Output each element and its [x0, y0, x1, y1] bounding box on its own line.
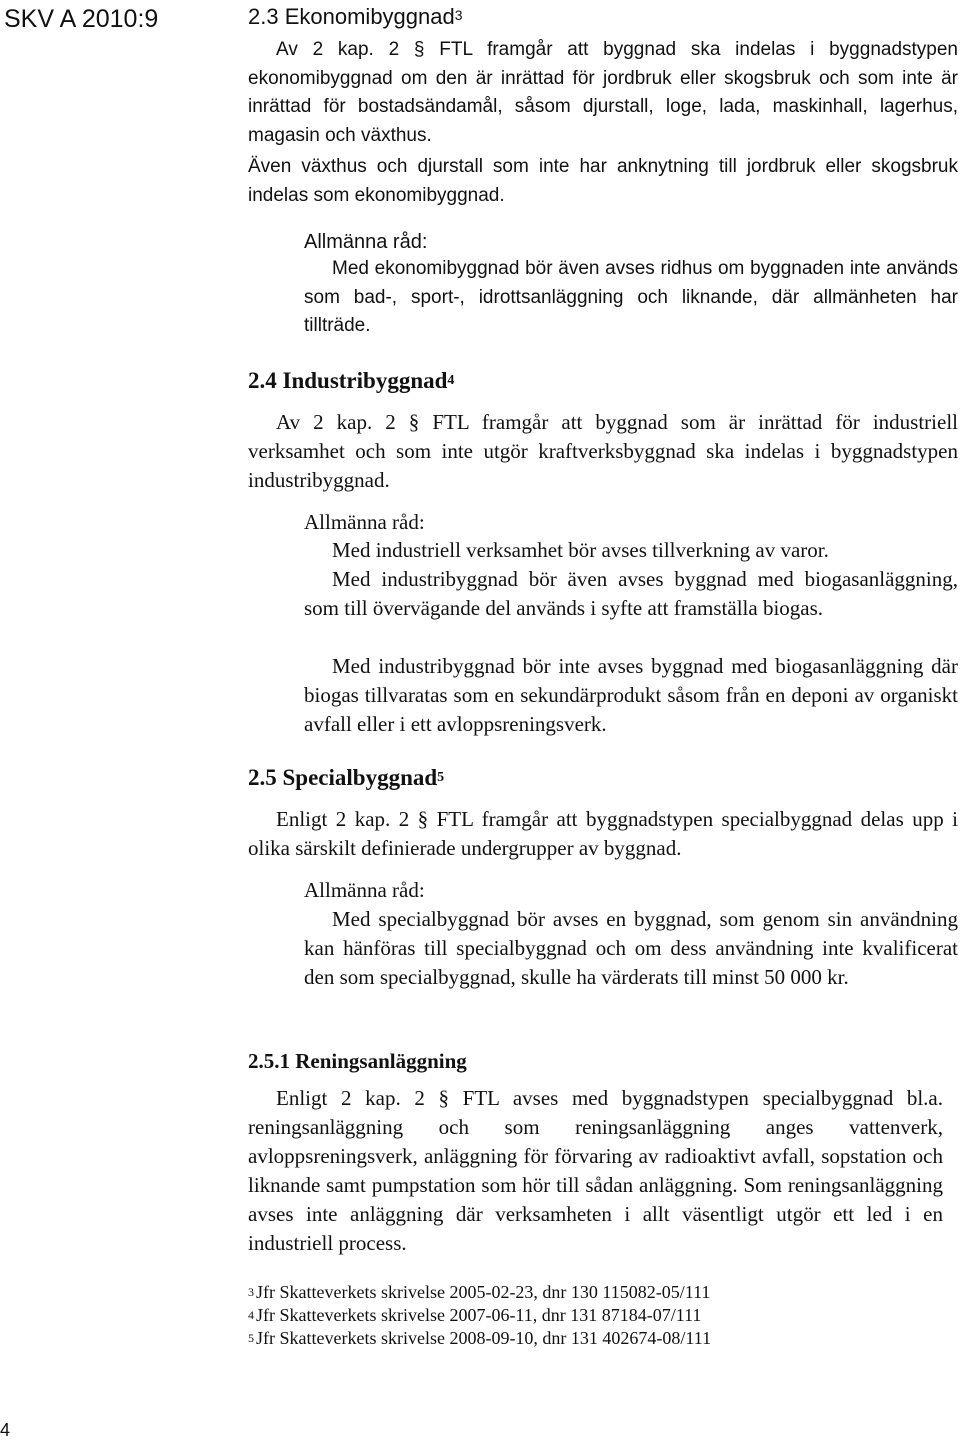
heading-number: 2.4 [248, 368, 277, 393]
footnote-ref-4: 4 [447, 373, 455, 388]
heading-2-5 [248, 765, 444, 795]
heading-number: 2.3 [248, 4, 279, 29]
heading-2-5-1 [248, 1048, 467, 1074]
general-advice-label: Allmänna råd: [304, 231, 428, 253]
heading-number: 2.5 [248, 765, 277, 790]
general-advice-text: Med specialbyggnad bör avses en byggnad, som genom sin användning kan hänföras till specialbyggnad och om dess användning inte kvalificerat den som specialbyggnad, skulle ha värderats till minst 50 000 kr. [304, 907, 958, 989]
paragraph: Enligt 2 kap. 2 § FTL avses med byggnadstypen specialbyggnad bl.a. reningsanläggning och som reningsanläggning anges vattenverk, avloppsreningsverk, anläggning för förvaring av radioaktivt avfall, sopstation och liknande samt pumpstation som hör till sådan anläggning. Som reningsanläggning avses inte anläggning där verksamheten i allt väsentligt utgör ett led i en industriell process. [248, 1086, 943, 1255]
heading-2-3 [248, 4, 463, 32]
footnote: $^5$ Jfr Skatteverkets skrivelse 2008-09-10, dnr 131 402674-08/111 [248, 1328, 712, 1348]
heading-title: Specialbyggnad [282, 765, 438, 790]
heading-title: Industribyggnad [282, 368, 448, 393]
general-advice-label: Allmänna råd: [304, 510, 425, 534]
paragraph: Av 2 kap. 2 § FTL framgår att byggnad ska indelas i byggnadstypen ekonomibyggnad om den är inrättad för jordbruk eller skogsbruk och som inte är inrättad för bostadsändamål, såsom djurstall, loge, lada, maskinhall, lagerhus, magasin och växthus. [248, 39, 958, 146]
document-code: SKV A 2010:9 [4, 5, 159, 33]
paragraph: Enligt 2 kap. 2 § FTL framgår att byggnadstypen specialbyggnad delas upp i olika särskilt definierade undergrupper av byggnad. [248, 807, 958, 860]
general-advice-text: Med ekonomibyggnad bör även avses ridhus om byggnaden inte används som bad-, sport-, idrottsanläggning och liknande, där allmänheten har tillträde. [304, 258, 958, 337]
paragraph: Även växthus och djurstall som inte har anknytning till jordbruk eller skogsbruk indelas som ekonomibyggnad. [248, 156, 958, 206]
paragraph: Av 2 kap. 2 § FTL framgår att byggnad som är inrättad för industriell verksamhet och som inte utgör kraftverksbyggnad ska indelas i byggnadstypen industribyggnad. [248, 410, 958, 492]
general-advice-text: Med industribyggnad bör även avses byggnad med biogasanläggning, som till övervägande del används i syfte att framställa biogas. [304, 567, 958, 620]
heading-title: Reningsanläggning [295, 1049, 467, 1073]
footnote-ref-5: 5 [437, 770, 445, 785]
heading-number: 2.5.1 [248, 1049, 290, 1073]
footnote: $^4$ Jfr Skatteverkets skrivelse 2007-06-11, dnr 131 87184-07/111 [248, 1305, 702, 1325]
heading-2-4 [248, 368, 454, 398]
heading-title: Ekonomibyggnad [284, 4, 455, 29]
general-advice-text: Med industribyggnad bör inte avses byggnad med biogasanläggning där biogas tillvaratas som en sekundärprodukt såsom från en deponi av organiskt avfall eller i ett avloppsreningsverk. [304, 654, 958, 736]
general-advice-label: Allmänna råd: [304, 878, 425, 902]
general-advice-text: Med industriell verksamhet bör avses tillverkning av varor. [332, 538, 829, 562]
footnotes [248, 1282, 948, 1351]
footnote-ref-3: 3 [454, 7, 463, 23]
footnote: $^3$ Jfr Skatteverkets skrivelse 2005-02-23, dnr 130 115082-05/111 [248, 1282, 711, 1302]
page-number: 4 [0, 1420, 11, 1440]
